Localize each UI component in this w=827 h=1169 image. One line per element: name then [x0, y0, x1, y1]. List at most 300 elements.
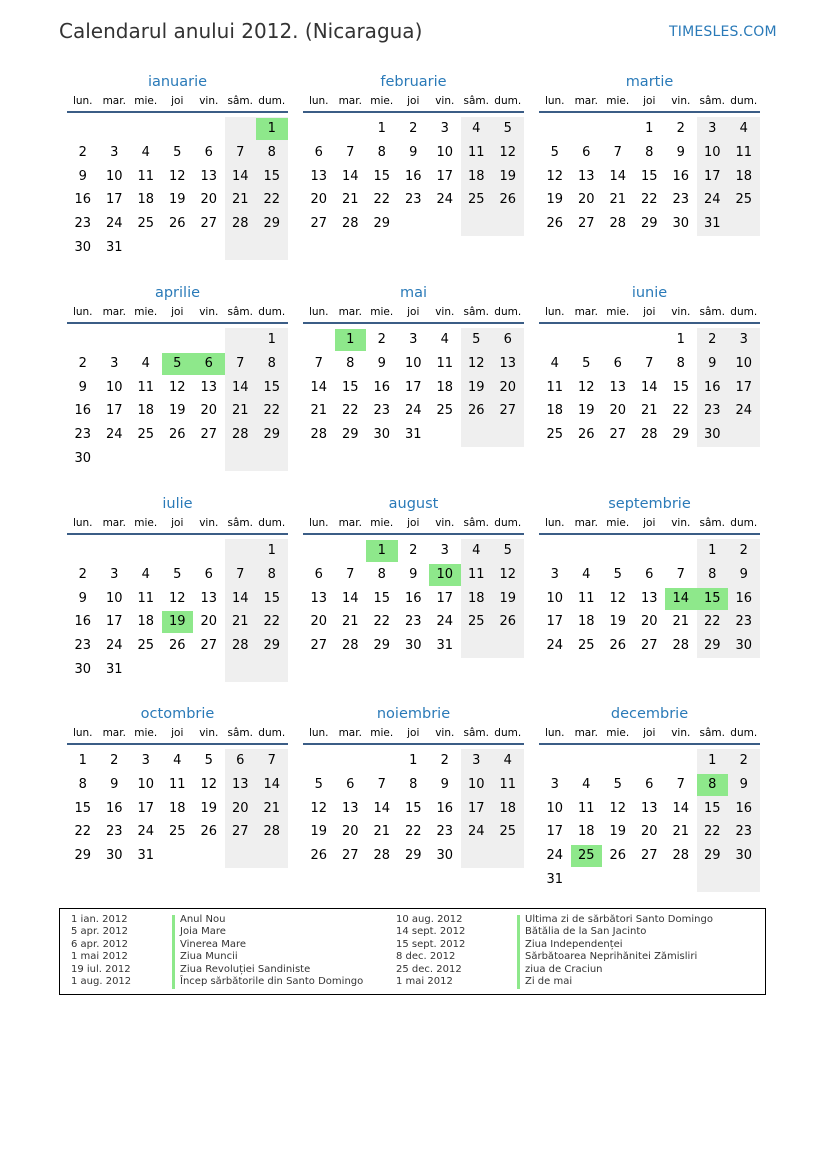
day-cell: 11	[546, 379, 564, 395]
weekday-header: sâm.	[227, 306, 253, 318]
day-cell: 18	[467, 590, 485, 606]
day-cell: 27	[640, 848, 658, 864]
weekday-header: lun.	[72, 95, 93, 107]
weekday-header: joi	[407, 517, 420, 529]
day-cell: 28	[263, 824, 281, 840]
day-cell: 8	[377, 566, 386, 582]
weekday-header: lun.	[308, 517, 329, 529]
day-cell: 13	[231, 776, 249, 792]
day-cell: 6	[236, 753, 245, 768]
weekday-header: mar.	[574, 727, 598, 739]
day-cell: 21	[310, 403, 328, 419]
weekday-header: vin.	[671, 306, 691, 318]
day-cell: 3	[110, 144, 119, 160]
day-cell: 9	[78, 168, 87, 184]
weekday-header: sâm.	[463, 517, 489, 529]
day-cell: 30	[672, 216, 690, 232]
day-cell: 15	[373, 590, 391, 606]
weekday-header: lun.	[544, 727, 565, 739]
day-cell: 30	[74, 662, 92, 677]
day-cell: 15	[263, 168, 281, 184]
day-cell: 4	[550, 355, 559, 371]
day-cell: 29	[373, 638, 391, 654]
day-cell: 11	[436, 355, 454, 371]
holiday-day-cell: 1	[335, 329, 367, 351]
weekday-header: mie.	[134, 306, 158, 318]
weekday-header: dum.	[494, 517, 522, 529]
day-cell: 18	[436, 379, 454, 395]
day-cell: 6	[645, 566, 654, 582]
month-ianuarie	[67, 74, 288, 294]
weekday-header: mar.	[338, 95, 362, 107]
weekday-header: mar.	[574, 517, 598, 529]
day-cell: 17	[436, 168, 454, 184]
day-cell: 23	[436, 824, 454, 840]
day-cell: 19	[499, 590, 517, 606]
day-cell: 2	[78, 355, 87, 371]
day-cell: 27	[640, 638, 658, 654]
day-cell: 26	[168, 638, 186, 654]
day-cell: 10	[404, 355, 422, 371]
weekday-header: mar.	[102, 517, 126, 529]
day-cell: 8	[676, 355, 685, 371]
day-cell: 9	[377, 355, 386, 371]
day-cell: 3	[141, 753, 150, 768]
holiday-legend	[59, 908, 766, 995]
day-cell: 7	[676, 566, 685, 582]
day-cell: 25	[546, 427, 564, 443]
weekday-header: dum.	[494, 727, 522, 739]
day-cell: 1	[377, 121, 386, 136]
day-cell: 11	[137, 590, 155, 606]
day-cell: 30	[105, 848, 123, 864]
day-cell: 11	[577, 590, 595, 606]
day-cell: 4	[141, 355, 150, 371]
day-cell: 11	[137, 379, 155, 395]
legend-holiday-name: Ziua Independenței	[525, 938, 623, 950]
day-cell: 15	[703, 800, 721, 816]
day-cell: 1	[409, 753, 418, 768]
weekday-header: mie.	[134, 727, 158, 739]
holiday-day-cell: 14	[665, 588, 697, 610]
day-cell: 30	[404, 638, 422, 654]
day-cell: 15	[640, 168, 658, 184]
day-cell: 9	[739, 776, 748, 792]
day-cell: 16	[404, 168, 422, 184]
day-cell: 13	[310, 590, 328, 606]
day-cell: 2	[110, 753, 119, 768]
weekday-header: mie.	[134, 517, 158, 529]
day-cell: 1	[645, 121, 654, 136]
day-cell: 28	[341, 638, 359, 654]
day-cell: 12	[499, 566, 517, 582]
day-cell: 23	[74, 216, 92, 232]
day-cell: 29	[703, 848, 721, 864]
day-cell: 31	[546, 872, 564, 887]
month-name: martie	[625, 74, 674, 90]
weekday-header: lun.	[308, 727, 329, 739]
day-cell: 19	[168, 192, 186, 208]
holiday-day-cell: 6	[193, 353, 225, 375]
day-cell: 14	[310, 379, 328, 395]
day-cell: 18	[735, 168, 753, 184]
day-cell: 11	[467, 144, 485, 160]
day-cell: 15	[341, 379, 359, 395]
holiday-day-cell: 19	[162, 611, 194, 633]
day-cell: 3	[110, 566, 119, 582]
day-cell: 30	[703, 427, 721, 443]
header-rule	[539, 322, 760, 324]
day-cell: 27	[200, 427, 218, 443]
day-cell: 22	[703, 614, 721, 630]
day-cell: 31	[137, 848, 155, 864]
day-cell: 5	[613, 776, 622, 792]
weekday-header: sâm.	[463, 306, 489, 318]
brand-link[interactable]: TIMESLES.COM	[669, 24, 777, 40]
day-cell: 30	[735, 638, 753, 654]
legend-dates-right	[396, 914, 465, 988]
weekday-header: mar.	[102, 306, 126, 318]
day-cell: 15	[263, 379, 281, 395]
day-cell: 9	[409, 144, 418, 160]
legend-date: 15 sept. 2012	[396, 938, 466, 950]
day-cell: 11	[499, 776, 517, 792]
weekday-header: mar.	[574, 306, 598, 318]
day-cell: 5	[503, 121, 512, 136]
day-cell: 22	[373, 192, 391, 208]
day-cell: 3	[550, 566, 559, 582]
legend-holiday-name: Zi de mai	[525, 976, 573, 988]
day-cell: 21	[263, 800, 281, 816]
day-cell: 20	[499, 379, 517, 395]
day-cell: 16	[373, 379, 391, 395]
day-cell: 13	[310, 168, 328, 184]
month-decembrie	[539, 706, 760, 926]
day-cell: 25	[499, 824, 517, 840]
day-cell: 12	[168, 590, 186, 606]
day-cell: 7	[346, 566, 355, 582]
day-cell: 3	[708, 121, 717, 136]
day-cell: 19	[577, 403, 595, 419]
day-cell: 8	[377, 144, 386, 160]
day-cell: 27	[310, 638, 328, 654]
weekday-header: mie.	[134, 95, 158, 107]
day-cell: 6	[645, 776, 654, 792]
day-cell: 11	[168, 776, 186, 792]
day-cell: 15	[74, 800, 92, 816]
day-cell: 19	[168, 403, 186, 419]
day-cell: 9	[440, 776, 449, 792]
weekday-header: mar.	[338, 727, 362, 739]
day-cell: 5	[173, 566, 182, 582]
month-name: februarie	[380, 74, 447, 90]
day-cell: 20	[310, 614, 328, 630]
legend-date: 14 sept. 2012	[396, 926, 466, 938]
day-cell: 19	[609, 614, 627, 630]
month-mai	[303, 285, 524, 505]
day-cell: 6	[204, 144, 213, 160]
month-februarie	[303, 74, 524, 294]
month-iulie	[67, 496, 288, 716]
legend-holiday-name: Ziua Muncii	[180, 951, 238, 963]
day-cell: 9	[78, 379, 87, 395]
day-cell: 2	[78, 144, 87, 160]
day-cell: 6	[613, 355, 622, 371]
day-cell: 15	[373, 168, 391, 184]
day-cell: 7	[645, 355, 654, 371]
day-cell: 22	[640, 192, 658, 208]
day-cell: 29	[640, 216, 658, 232]
day-cell: 27	[341, 848, 359, 864]
day-cell: 23	[74, 638, 92, 654]
legend-holiday-name: Joia Mare	[180, 926, 226, 938]
day-cell: 23	[105, 824, 123, 840]
day-cell: 2	[78, 566, 87, 582]
day-cell: 21	[231, 403, 249, 419]
day-cell: 17	[105, 192, 123, 208]
header-rule	[303, 743, 524, 745]
day-cell: 2	[708, 332, 717, 347]
day-cell: 9	[78, 590, 87, 606]
day-cell: 18	[168, 800, 186, 816]
day-cell: 17	[137, 800, 155, 816]
day-cell: 28	[231, 638, 249, 654]
day-cell: 24	[735, 403, 753, 419]
day-cell: 2	[409, 543, 418, 558]
weekday-header: dum.	[258, 95, 286, 107]
weekday-header: joi	[171, 727, 184, 739]
day-cell: 5	[314, 776, 323, 792]
legend-date: 8 dec. 2012	[396, 951, 456, 963]
weekday-header: lun.	[308, 95, 329, 107]
day-cell: 21	[231, 192, 249, 208]
day-cell: 8	[645, 144, 654, 160]
day-cell: 29	[341, 427, 359, 443]
day-cell: 9	[676, 144, 685, 160]
legend-date: 1 ian. 2012	[71, 914, 128, 925]
legend-holiday-name: Bătălia de la San Jacinto	[525, 926, 647, 938]
weekday-header: lun.	[544, 95, 565, 107]
weekday-header: lun.	[544, 306, 565, 318]
day-cell: 7	[236, 144, 245, 160]
day-cell: 9	[708, 355, 717, 371]
day-cell: 31	[105, 240, 123, 255]
day-cell: 4	[739, 121, 748, 136]
weekday-header: vin.	[435, 95, 455, 107]
weekday-header: vin.	[671, 727, 691, 739]
day-cell: 3	[110, 355, 119, 371]
weekday-header: vin.	[199, 727, 219, 739]
day-cell: 29	[263, 427, 281, 443]
weekday-header: vin.	[199, 306, 219, 318]
day-cell: 31	[703, 216, 721, 232]
legend-date: 1 mai 2012	[71, 951, 128, 963]
day-cell: 23	[404, 614, 422, 630]
day-cell: 10	[467, 776, 485, 792]
holiday-day-cell: 25	[571, 845, 603, 867]
day-cell: 29	[404, 848, 422, 864]
day-cell: 10	[546, 800, 564, 816]
weekday-header: joi	[643, 306, 656, 318]
day-cell: 26	[467, 403, 485, 419]
day-cell: 2	[440, 753, 449, 768]
day-cell: 1	[676, 332, 685, 347]
weekday-header: dum.	[258, 306, 286, 318]
legend-date: 1 aug. 2012	[71, 976, 132, 988]
day-cell: 1	[267, 332, 276, 347]
day-cell: 13	[577, 168, 595, 184]
day-cell: 24	[137, 824, 155, 840]
day-cell: 26	[609, 848, 627, 864]
day-cell: 19	[546, 192, 564, 208]
weekday-header: sâm.	[699, 517, 725, 529]
day-cell: 2	[409, 121, 418, 136]
day-cell: 14	[672, 800, 690, 816]
day-cell: 24	[546, 848, 564, 864]
month-name: septembrie	[608, 496, 691, 512]
day-cell: 30	[74, 451, 92, 466]
day-cell: 12	[499, 144, 517, 160]
month-name: decembrie	[610, 706, 689, 722]
day-cell: 28	[672, 638, 690, 654]
day-cell: 3	[440, 121, 449, 136]
day-cell: 27	[499, 403, 517, 419]
day-cell: 20	[341, 824, 359, 840]
legend-holiday-name: Ziua Revoluției Sandiniste	[180, 963, 311, 975]
day-cell: 13	[640, 800, 658, 816]
day-cell: 23	[404, 192, 422, 208]
day-cell: 8	[409, 776, 418, 792]
weekday-header: sâm.	[463, 95, 489, 107]
day-cell: 22	[263, 614, 281, 630]
day-cell: 23	[703, 403, 721, 419]
day-cell: 10	[137, 776, 155, 792]
day-cell: 27	[200, 216, 218, 232]
day-cell: 28	[231, 427, 249, 443]
day-cell: 25	[735, 192, 753, 208]
day-cell: 17	[105, 614, 123, 630]
day-cell: 19	[310, 824, 328, 840]
day-cell: 21	[231, 614, 249, 630]
day-cell: 6	[582, 144, 591, 160]
day-cell: 4	[173, 753, 182, 768]
day-cell: 10	[735, 355, 753, 371]
day-cell: 12	[168, 168, 186, 184]
day-cell: 7	[314, 355, 323, 371]
day-cell: 21	[373, 824, 391, 840]
weekday-header: joi	[643, 95, 656, 107]
weekday-header: joi	[171, 306, 184, 318]
weekday-header: mie.	[606, 306, 630, 318]
weekday-header: lun.	[72, 306, 93, 318]
weekday-header: mar.	[574, 95, 598, 107]
day-cell: 16	[105, 800, 123, 816]
day-cell: 9	[409, 566, 418, 582]
day-cell: 13	[640, 590, 658, 606]
weekday-header: sâm.	[699, 727, 725, 739]
day-cell: 10	[105, 590, 123, 606]
day-cell: 3	[440, 543, 449, 558]
day-cell: 25	[137, 638, 155, 654]
day-cell: 21	[640, 403, 658, 419]
day-cell: 14	[231, 590, 249, 606]
day-cell: 30	[735, 848, 753, 864]
day-cell: 24	[404, 403, 422, 419]
day-cell: 22	[74, 824, 92, 840]
day-cell: 25	[467, 614, 485, 630]
day-cell: 27	[231, 824, 249, 840]
weekday-header: joi	[407, 727, 420, 739]
day-cell: 29	[263, 216, 281, 232]
day-cell: 5	[613, 566, 622, 582]
day-cell: 20	[200, 403, 218, 419]
day-cell: 22	[373, 614, 391, 630]
day-cell: 5	[472, 332, 481, 347]
day-cell: 4	[582, 776, 591, 792]
weekday-header: vin.	[435, 306, 455, 318]
header-rule	[303, 533, 524, 535]
legend-bar-right	[517, 915, 520, 989]
day-cell: 20	[640, 824, 658, 840]
weekday-header: mar.	[338, 517, 362, 529]
day-cell: 30	[373, 427, 391, 443]
weekday-header: mie.	[606, 517, 630, 529]
day-cell: 14	[640, 379, 658, 395]
day-cell: 16	[74, 614, 92, 630]
day-cell: 20	[200, 614, 218, 630]
weekday-header: mar.	[102, 727, 126, 739]
day-cell: 17	[546, 614, 564, 630]
day-cell: 1	[708, 543, 717, 558]
day-cell: 13	[499, 355, 517, 371]
day-cell: 20	[609, 403, 627, 419]
day-cell: 19	[609, 824, 627, 840]
day-cell: 16	[735, 590, 753, 606]
day-cell: 26	[168, 427, 186, 443]
month-name: aprilie	[154, 285, 201, 301]
day-cell: 14	[341, 590, 359, 606]
day-cell: 15	[672, 379, 690, 395]
day-cell: 24	[105, 216, 123, 232]
weekday-header: vin.	[435, 727, 455, 739]
day-cell: 20	[640, 614, 658, 630]
legend-date: 5 apr. 2012	[71, 926, 129, 938]
day-cell: 18	[137, 192, 155, 208]
weekend-shade	[225, 117, 257, 260]
weekday-header: dum.	[258, 517, 286, 529]
day-cell: 20	[310, 192, 328, 208]
day-cell: 13	[341, 800, 359, 816]
day-cell: 21	[609, 192, 627, 208]
weekday-header: dum.	[730, 306, 758, 318]
weekday-header: dum.	[494, 95, 522, 107]
day-cell: 22	[404, 824, 422, 840]
header-rule	[303, 322, 524, 324]
day-cell: 18	[137, 614, 155, 630]
month-name: iulie	[162, 496, 193, 512]
month-septembrie	[539, 496, 760, 716]
day-cell: 7	[346, 144, 355, 160]
legend-holiday-name: ziua de Craciun	[525, 963, 603, 975]
day-cell: 18	[546, 403, 564, 419]
day-cell: 26	[609, 638, 627, 654]
day-cell: 8	[267, 566, 276, 582]
legend-names-left	[180, 914, 363, 988]
day-cell: 12	[168, 379, 186, 395]
day-cell: 26	[310, 848, 328, 864]
day-cell: 31	[436, 638, 454, 654]
weekday-header: sâm.	[227, 727, 253, 739]
